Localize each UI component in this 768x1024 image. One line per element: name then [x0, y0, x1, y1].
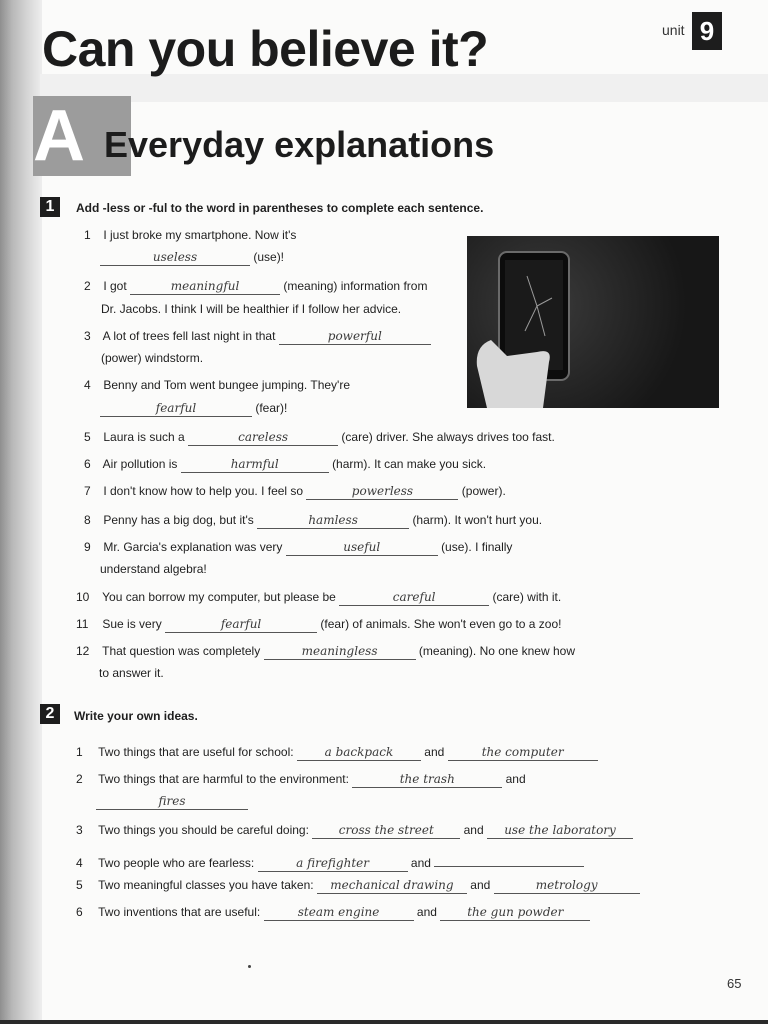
- ex1-item-5: 5 Laura is such a careless (care) driver. She always drives too fast.: [84, 430, 555, 444]
- background-band: [40, 74, 768, 102]
- answer-field[interactable]: meaningless: [264, 644, 416, 660]
- answer-field[interactable]: fearful: [100, 401, 252, 417]
- answer-field[interactable]: fearful: [165, 617, 317, 633]
- answer-field[interactable]: steam engine: [264, 905, 414, 921]
- answer-field[interactable]: the gun powder: [440, 905, 590, 921]
- answer-field[interactable]: powerless: [306, 484, 458, 500]
- answer-field[interactable]: hamless: [257, 513, 409, 529]
- ex2-item-3: 3 Two things you should be careful doing: cross the street and use the laboratory: [76, 823, 633, 839]
- page-title: Can you believe it?: [42, 21, 489, 77]
- phone-image-icon: [467, 236, 719, 408]
- answer-field[interactable]: useful: [286, 540, 438, 556]
- exercise-2-instruction: Write your own ideas.: [74, 709, 198, 723]
- ex1-item-1: 1 I just broke my smartphone. Now it's: [84, 228, 297, 242]
- ex1-item-12: 12 That question was completely meaningless (meaning). No one knew how: [76, 644, 575, 658]
- workbook-page: unit 9 Can you believe it? A Everyday explanations 1 Add -less or -ful to the word in parentheses to complete each sentence. 1 I just broke my smartphone. Now it's useless (use)! 2 I got meaningful (meaning) information from Dr. Jacobs. I think I will be healthier if I follow her advice. 3 A lot of trees fell last night in that powerful (power) windstorm. 4 Benny and Tom went bungee jumping. They're fearful (fear)! 5 Laura is such a careless (care) driver. She always drives too fast. 6 Air pollution is harmful (harm). It can make you sick. 7 I don't know how to help you. I feel so powerless (power). 8 Penny has a big dog, but it's hamless (harm). It won't hurt you. 9 Mr. Garcia's explanation was very useful (use). I finally understand algebra! 10 You can borrow my computer, but please be careful (care) with it. 11 Sue is very fearful (fear) of animals. She won't even go to a zoo! 12 That question was completely meaningless (meaning). No one knew how to answer it. 2 Write your own ideas. 1 Two things that are useful for school: a backpack and the computer 2 Two things that are harmful to the environment: the trash and fires 3 Two things you should be careful doing: cross the street and use the laboratory 4 Two people who are fearless: a firefighter and 5 Two meaningful classes you have taken: mechanical drawing and metrology 6 Two inventions that are useful: steam engine and the gun powder 65: [0, 0, 768, 1024]
- answer-field[interactable]: careful: [339, 590, 489, 606]
- answer-field[interactable]: [434, 851, 584, 867]
- answer-field[interactable]: useless: [100, 250, 250, 266]
- answer-field[interactable]: the trash: [352, 772, 502, 788]
- unit-label: unit: [662, 22, 685, 38]
- ex1-item-7: 7 I don't know how to help you. I feel so powerless (power).: [84, 484, 506, 498]
- answer-field[interactable]: the computer: [448, 745, 598, 761]
- answer-field[interactable]: fires: [96, 794, 248, 810]
- ex2-item-6: 6 Two inventions that are useful: steam engine and the gun powder: [76, 905, 590, 921]
- broken-phone-photo: [467, 236, 719, 408]
- ex2-item-2: 2 Two things that are harmful to the environment: the trash and: [76, 772, 526, 786]
- ex1-item-9: 9 Mr. Garcia's explanation was very useful (use). I finally: [84, 540, 513, 554]
- answer-field[interactable]: metrology: [494, 878, 640, 894]
- section-letter: A: [33, 96, 131, 176]
- ex1-item-6: 6 Air pollution is harmful (harm). It can make you sick.: [84, 457, 487, 471]
- page-bottom-edge: [0, 1020, 768, 1024]
- ex2-item-1: 1 Two things that are useful for school: a backpack and the computer: [76, 745, 598, 761]
- ex1-item-8: 8 Penny has a big dog, but it's hamless (harm). It won't hurt you.: [84, 513, 543, 527]
- ex1-item-2: 2 I got meaningful (meaning) information from: [84, 279, 428, 293]
- ex1-item-3: 3 A lot of trees fell last night in that powerful: [84, 329, 431, 345]
- section-title: Everyday explanations: [104, 124, 495, 165]
- answer-field[interactable]: a backpack: [297, 745, 421, 761]
- answer-field[interactable]: harmful: [181, 457, 329, 473]
- ex1-item-10: 10 You can borrow my computer, but please be careful (care) with it.: [76, 590, 562, 604]
- page-number: 65: [727, 976, 742, 991]
- unit-number-badge: 9: [692, 12, 722, 50]
- answer-field[interactable]: mechanical drawing: [317, 878, 467, 894]
- answer-field[interactable]: use the laboratory: [487, 823, 633, 839]
- answer-field[interactable]: a firefighter: [258, 856, 408, 872]
- exercise-1-instruction: Add -less or -ful to the word in parentheses to complete each sentence.: [76, 201, 484, 215]
- exercise-1-badge: 1: [40, 197, 60, 217]
- ink-dot: [248, 965, 251, 968]
- ex1-item-11: 11 Sue is very fearful (fear) of animals. She won't even go to a zoo!: [76, 617, 562, 631]
- answer-field[interactable]: powerful: [279, 329, 431, 345]
- exercise-2-badge: 2: [40, 704, 60, 724]
- ex1-item-4: 4 Benny and Tom went bungee jumping. They're: [84, 378, 351, 392]
- answer-field[interactable]: meaningful: [130, 279, 280, 295]
- answer-field[interactable]: cross the street: [312, 823, 460, 839]
- ex2-item-5: 5 Two meaningful classes you have taken: mechanical drawing and metrology: [76, 878, 640, 894]
- answer-field[interactable]: careless: [188, 430, 338, 446]
- ex2-item-4: 4 Two people who are fearless: a firefighter and: [76, 851, 584, 872]
